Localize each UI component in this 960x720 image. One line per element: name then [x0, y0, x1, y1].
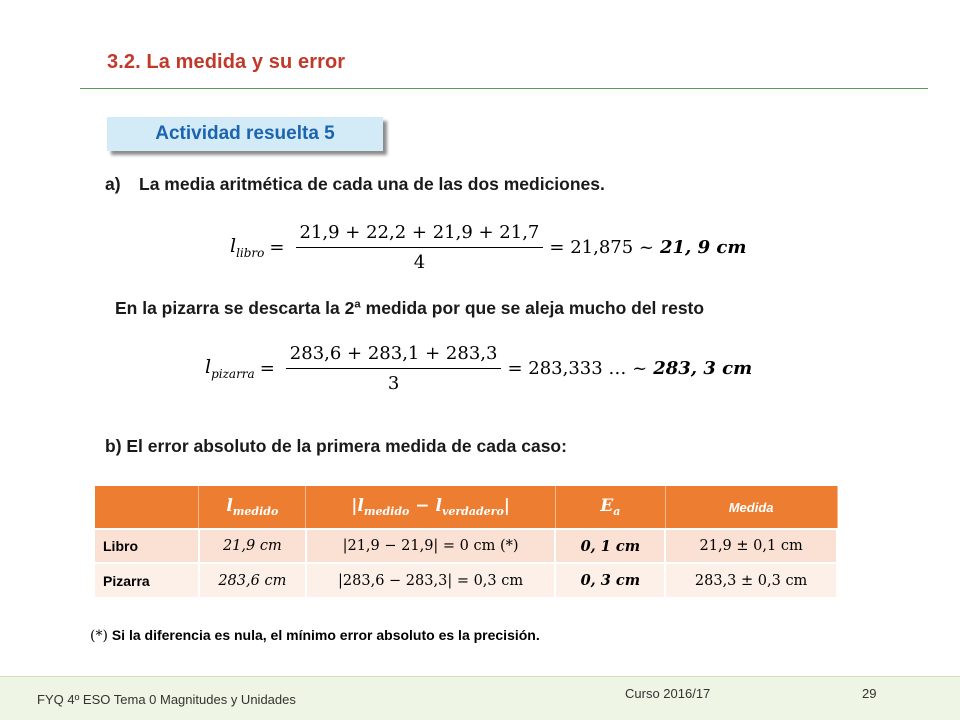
table-header-row: [95, 486, 837, 529]
row-label: Libro: [95, 529, 199, 563]
activity-badge-label: Actividad resuelta 5: [155, 123, 335, 144]
cell-error: |21,9 − 21,9| = 0 cm (*): [306, 529, 556, 563]
libro-sub: libro: [236, 246, 265, 260]
results-table: [95, 486, 838, 597]
footnote-mark: (*): [90, 628, 108, 644]
libro-var: $l_{libro}$: [230, 235, 265, 260]
row-label: Pizarra: [95, 563, 199, 597]
header-medida: Medida: [665, 486, 837, 529]
footer-course-title: FYQ 4º ESO Tema 0 Magnitudes y Unidades: [37, 692, 296, 707]
footnote-text: Si la diferencia es nula, el mínimo error absoluto es la precisión.: [111, 627, 540, 643]
libro-denominator: 4: [413, 252, 426, 273]
part-b-heading: b) El error absoluto de la primera medida de cada caso:: [105, 436, 567, 456]
libro-result: = 21,875 ~: [549, 237, 654, 258]
activity-badge: [107, 117, 383, 151]
pizarra-equals: =: [259, 358, 275, 379]
libro-equation: [230, 222, 746, 273]
part-a-text: La media aritmética de cada una de las dos mediciones.: [139, 174, 605, 194]
page-number: 29: [862, 686, 877, 701]
pizarra-equation: [205, 343, 752, 394]
libro-fraction: [296, 222, 544, 273]
header-ea: $E_a$: [555, 486, 665, 529]
cell-ea: 0, 1 cm: [555, 529, 665, 563]
title-divider: [80, 88, 928, 89]
header-l-medido: $l_{medido}$: [199, 486, 306, 529]
pizarra-result: = 283,333 … ~: [507, 358, 648, 379]
cell-medida: 283,3 ± 0,3 cm: [665, 563, 837, 597]
table-row: [95, 563, 837, 597]
pizarra-note: En la pizarra se descarta la 2ª medida por que se aleja mucho del resto: [115, 298, 705, 318]
header-empty: [95, 486, 199, 529]
pizarra-numerator: 283,6 + 283,1 + 283,3: [286, 343, 502, 369]
table-row: [95, 529, 837, 563]
part-a-heading: [105, 174, 605, 195]
header-abs-difference: $|l_{medido} - l_{verdadero}|$: [306, 486, 556, 529]
pizarra-fraction: [286, 343, 502, 394]
cell-medida: 21,9 ± 0,1 cm: [665, 529, 837, 563]
footer-school-year: Curso 2016/17: [625, 686, 711, 701]
part-a-label: a): [105, 174, 121, 194]
pizarra-denominator: 3: [387, 373, 400, 394]
slide-title: 3.2. La medida y su error: [107, 51, 346, 73]
cell-ea: 0, 3 cm: [555, 563, 665, 597]
libro-numerator: 21,9 + 22,2 + 21,9 + 21,7: [296, 222, 544, 248]
libro-equals: =: [269, 237, 285, 258]
pizarra-var: $l_{pizarra}$: [205, 356, 255, 381]
libro-rounded: 21, 9 cm: [659, 237, 747, 258]
cell-error: |283,6 − 283,3| = 0,3 cm: [306, 563, 556, 597]
footnote: [90, 627, 540, 644]
cell-medido: 283,6 cm: [199, 563, 306, 597]
pizarra-rounded: 283, 3 cm: [653, 358, 753, 379]
pizarra-sub: pizarra: [211, 367, 255, 381]
cell-medido: 21,9 cm: [199, 529, 306, 563]
